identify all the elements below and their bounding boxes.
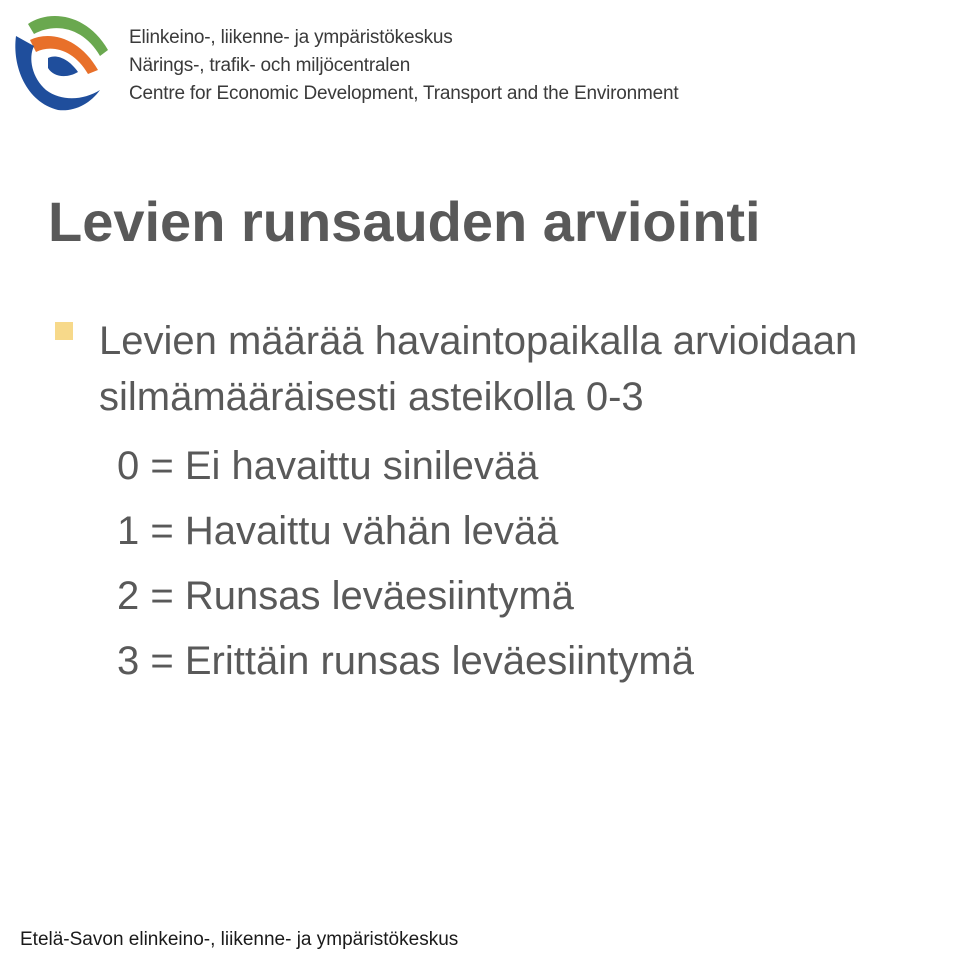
slide-title: Levien runsauden arviointi xyxy=(48,190,761,253)
ely-centre-logo xyxy=(8,6,112,112)
scale-item-3: 3 = Erittäin runsas leväesiintymä xyxy=(117,639,694,683)
scale-item-2: 2 = Runsas leväesiintymä xyxy=(117,574,574,618)
organization-names xyxy=(129,24,678,108)
bullet-text xyxy=(99,313,857,425)
slide-footer: Etelä-Savon elinkeino-, liikenne- ja ympäristökeskus xyxy=(20,929,459,950)
org-name-english: Centre for Economic Development, Transport and the Environment xyxy=(129,83,679,104)
bullet-line-1: Levien määrää havaintopaikalla arvioidaan xyxy=(99,319,858,363)
org-name-finnish: Elinkeino-, liikenne- ja ympäristökeskus xyxy=(129,27,453,48)
logo-blue-inner xyxy=(48,57,78,77)
bullet-line-2: silmämääräisesti asteikolla 0-3 xyxy=(99,375,644,419)
ely-logo-icon xyxy=(8,6,112,112)
abundance-scale-list xyxy=(117,434,694,694)
scale-item-0: 0 = Ei havaittu sinilevää xyxy=(117,444,539,488)
bullet-square-icon xyxy=(55,322,73,340)
slide-header xyxy=(0,0,960,120)
org-name-swedish: Närings-, trafik- och miljöcentralen xyxy=(129,55,411,76)
scale-item-1: 1 = Havaittu vähän levää xyxy=(117,509,559,553)
